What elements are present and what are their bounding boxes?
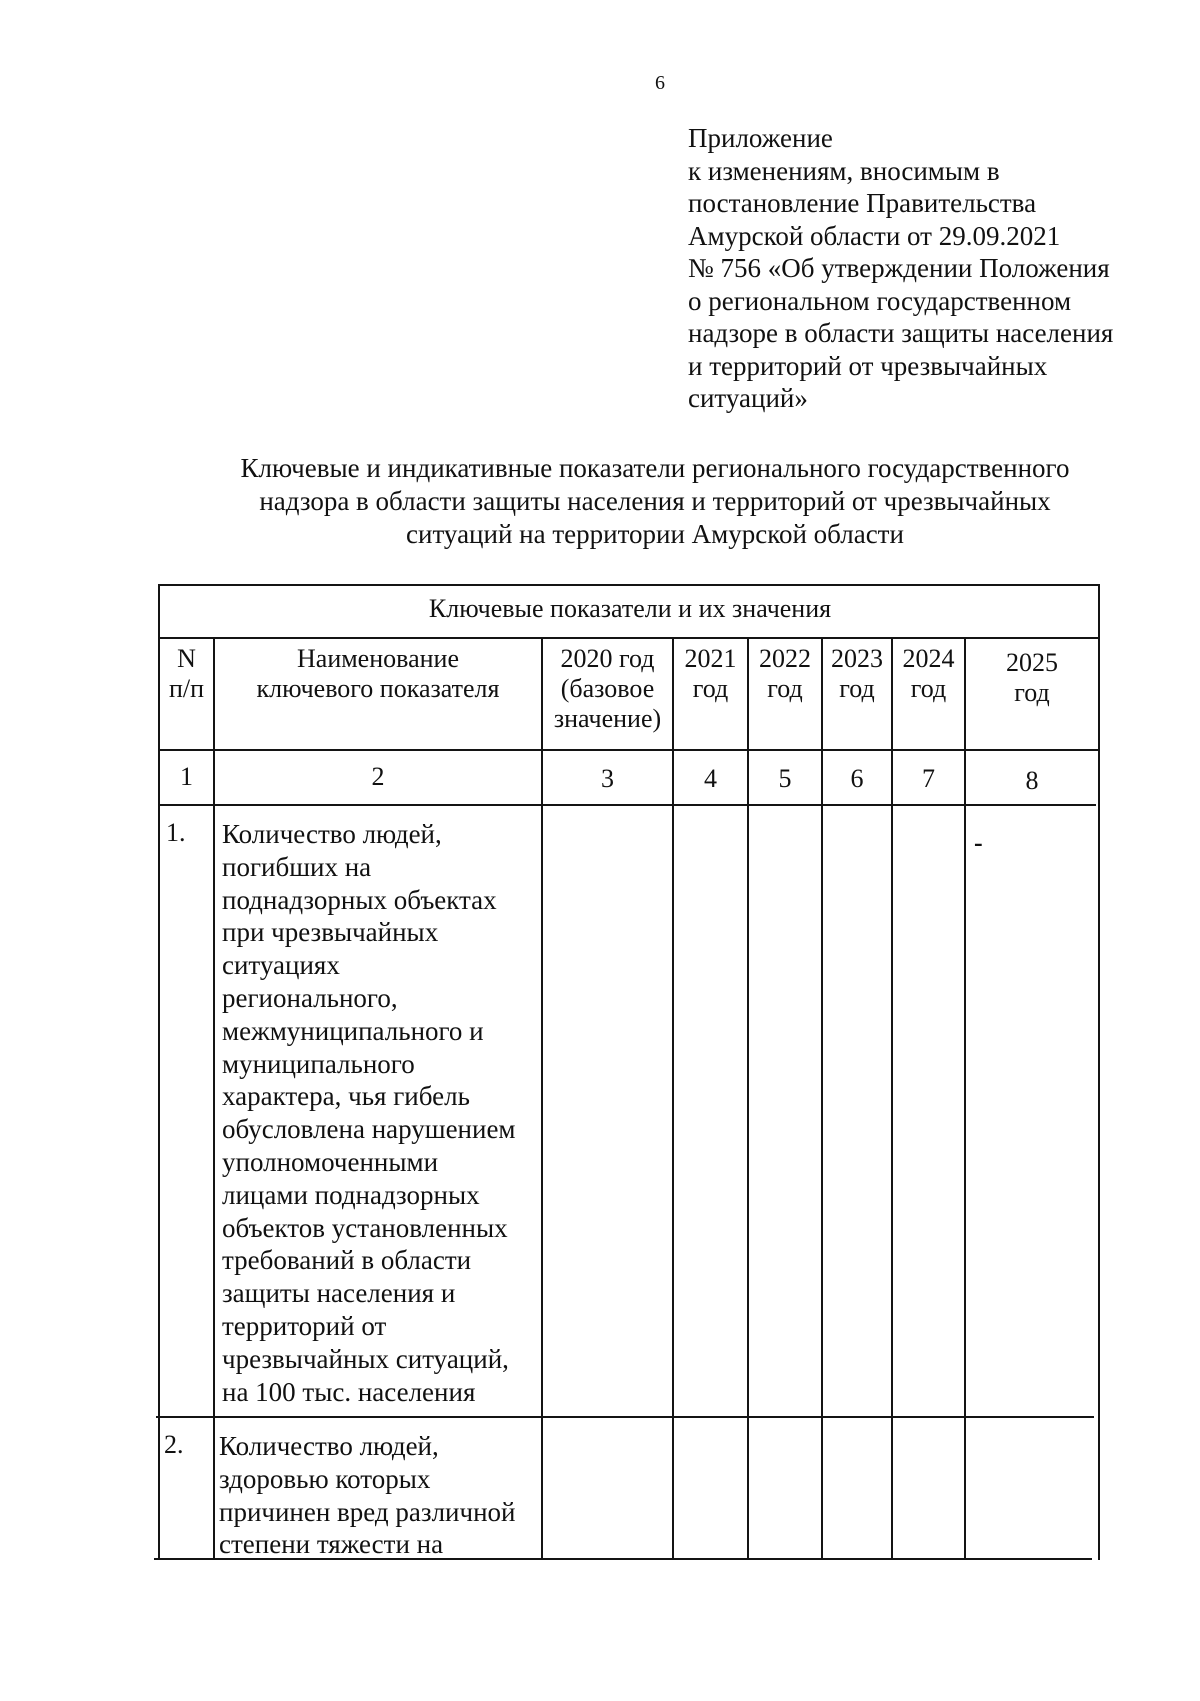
table-section-header: Ключевые показатели и их значения (428, 594, 832, 623)
column-header-line: 2020 год (560, 644, 655, 673)
indicator-line: на 100 тыс. населения (222, 1376, 476, 1407)
column-header-name (215, 644, 541, 704)
title-line: надзора в области защиты населения и территорий от чрезвычайных (259, 486, 1051, 516)
appendix-line: № 756 «Об утверждении Положения (688, 253, 1110, 283)
appendix-line: о региональном государственном (688, 285, 1072, 316)
appendix-line: к изменениям, вносимым в (688, 155, 1000, 186)
indicator-line: при чрезвычайных (222, 917, 439, 948)
column-header-line: Наименование (297, 644, 459, 673)
indicator-line: здоровью которых (219, 1463, 431, 1494)
column-header-line: год (692, 674, 729, 703)
indicator-line: Количество людей, (219, 1431, 439, 1461)
indicator-line: чрезвычайных ситуаций, (222, 1343, 509, 1374)
appendix-line: Приложение (688, 123, 833, 153)
column-header-number (160, 644, 213, 704)
column-header-line: п/п (168, 674, 205, 703)
page-number: 6 (655, 72, 665, 94)
indicator-line: требований в области (222, 1245, 472, 1276)
indicator-line: защиты населения и (222, 1278, 456, 1309)
appendix-line: и территорий от чрезвычайных (688, 350, 1048, 381)
column-number: 2 (371, 762, 385, 791)
column-header-line: 2025 (1006, 648, 1058, 677)
indicator-line: обусловлена нарушением (222, 1114, 516, 1145)
column-number: 5 (778, 764, 792, 793)
table-border-top (158, 584, 1100, 586)
appendix-line: Амурской области от 29.09.2021 (688, 220, 1061, 251)
column-number: 8 (1025, 766, 1039, 795)
indicator-line: поднадзорных объектах (222, 884, 497, 915)
indicator-line: ситуациях (222, 950, 340, 981)
appendix-line: ситуаций» (688, 383, 808, 413)
appendix-line: надзоре в области защиты населения (688, 318, 1114, 348)
indicator-line: территорий от (222, 1310, 387, 1341)
column-header-line: 2021 (684, 644, 737, 673)
indicator-line: лицами поднадзорных (222, 1179, 480, 1210)
column-header-line: (базовое (560, 674, 655, 703)
column-header-2021 (674, 644, 747, 704)
column-header-line: 2022 (759, 644, 811, 673)
table-border-right (1098, 584, 1100, 1560)
table-rule (158, 804, 1096, 806)
indicator-line: муниципального (222, 1048, 415, 1079)
indicator-line: степени тяжести на (219, 1529, 444, 1560)
column-header-2020 (543, 644, 672, 734)
indicator-line: погибших на (222, 851, 372, 882)
column-header-line: ключевого показателя (256, 674, 500, 703)
indicator-line: объектов установленных (222, 1212, 508, 1243)
indicator-name (219, 1430, 537, 1561)
column-header-line: год (910, 674, 947, 703)
appendix-line: постановление Правительства (688, 188, 1037, 218)
column-header-2023 (823, 644, 891, 704)
indicator-line: уполномоченными (222, 1146, 439, 1177)
column-header-line: год (1014, 678, 1050, 707)
column-header-2025 (966, 648, 1098, 708)
table-rule (158, 749, 1098, 751)
table-border-left (158, 584, 160, 1560)
indicator-line: причинен вред различной (219, 1496, 516, 1527)
column-number: 1 (180, 762, 193, 791)
column-header-line: год (767, 674, 803, 703)
column-number: 4 (704, 764, 717, 793)
value-cell-2025: - (974, 828, 983, 857)
table-rule (158, 637, 1100, 639)
title-line: Ключевые и индикативные показатели регионального государственного (240, 453, 1070, 483)
column-header-line: N (177, 644, 196, 673)
column-header-line: 2024 (902, 644, 955, 673)
indicator-line: характера, чья гибель (222, 1081, 470, 1112)
table-rule (156, 1416, 1094, 1418)
column-number: 7 (922, 764, 935, 793)
column-header-line: значение) (553, 704, 662, 733)
indicator-line: регионального, (222, 982, 398, 1013)
row-number: 2. (164, 1430, 184, 1459)
column-header-line: 2023 (831, 644, 883, 673)
column-header-2022 (749, 644, 821, 704)
indicator-line: межмуниципального и (222, 1015, 484, 1046)
column-number: 6 (850, 764, 864, 793)
column-header-2024 (893, 644, 964, 704)
row-number: 1. (166, 818, 186, 847)
title-line: ситуаций на территории Амурской области (406, 519, 904, 549)
column-header-line: год (839, 674, 875, 703)
column-number: 3 (601, 764, 614, 793)
indicator-line: Количество людей, (222, 819, 442, 849)
indicator-name (222, 818, 540, 1408)
